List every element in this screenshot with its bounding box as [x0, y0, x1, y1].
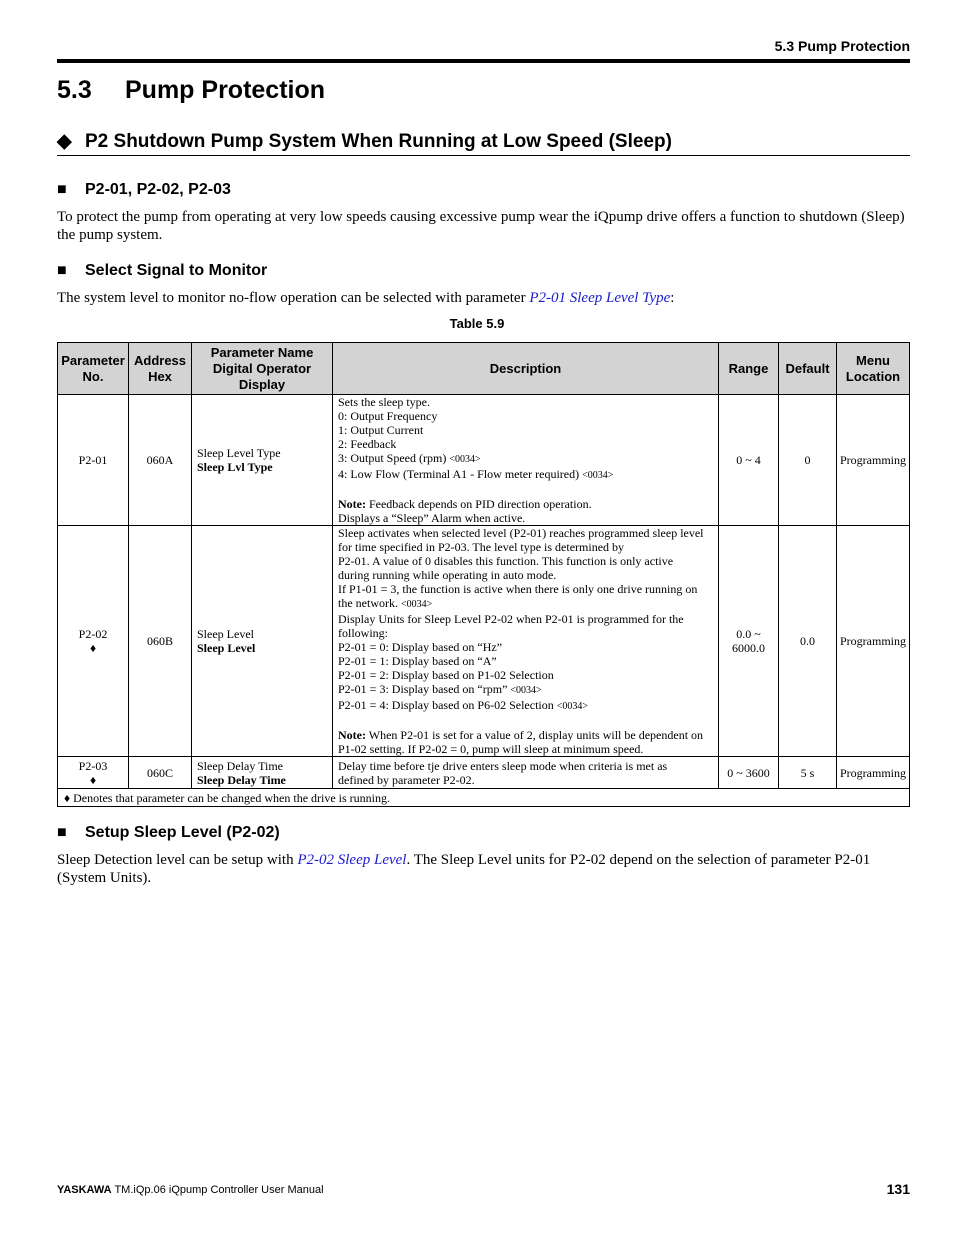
cell-menu: Programming [837, 526, 910, 757]
parameter-table [57, 342, 910, 807]
diamond-bullet-icon: ◆ [57, 131, 72, 152]
cell-name: Sleep Level Sleep Level [192, 526, 333, 757]
heading-setup-sleep-text: Setup Sleep Level (P2-02) [85, 824, 280, 841]
page-number: 131 [886, 1181, 910, 1197]
cell-param: P2-03 ♦ [58, 757, 129, 789]
subsection-title: P2 Shutdown Pump System When Running at Low Speed (Sleep) [85, 131, 672, 152]
col-header-default: Default [779, 343, 837, 395]
table-header-row [58, 343, 910, 395]
table-row [58, 395, 910, 526]
cell-range: 0 ~ 4 [719, 395, 779, 526]
col-header-range: Range [719, 343, 779, 395]
cell-param: P2-02 ♦ [58, 526, 129, 757]
cell-range: 0 ~ 3600 [719, 757, 779, 789]
table-caption: Table 5.9 [449, 316, 505, 331]
section-title [57, 76, 325, 105]
col-header-name: Parameter Name Digital Operator Display [192, 343, 333, 395]
table-footnote-row [58, 789, 910, 807]
setup-sleep-paragraph [57, 851, 910, 887]
square-bullet-icon: ■ [57, 181, 67, 198]
para-text: : [670, 290, 675, 306]
cell-range: 0.0 ~ 6000.0 [719, 526, 779, 757]
section-title-text: Pump Protection [125, 76, 326, 104]
cell-address: 060B [129, 526, 192, 757]
heading-setup-sleep [57, 824, 280, 842]
cell-name: Sleep Delay Time Sleep Delay Time [192, 757, 333, 789]
footer-title [57, 1184, 324, 1196]
square-bullet-icon: ■ [57, 262, 67, 279]
cell-param: P2-01 [58, 395, 129, 526]
table-footnote: ♦ Denotes that parameter can be changed when the drive is running. [58, 789, 910, 807]
col-header-description: Description [333, 343, 719, 395]
cell-default: 0 [779, 395, 837, 526]
col-header-address: Address Hex [129, 343, 192, 395]
subsection-heading [57, 130, 672, 153]
cell-description: Sleep activates when selected level (P2-01) reaches programmed sleep level for time specified in P2-03. The level type is determined by P2-01. A value of 0 disables this function. This function is only active during running while operating in auto mode. If P1-01 = 3, the function is active when there is only one drive running on the network. <0034> Display Units for Sleep Level P2-02 when P2-01 is programmed for the following: P2-01 = 0: Display based on “Hz” P2-01 = 1: Display based on “A” P2-01 = 2: Display based on P1-02 Selection P2-01 = 3: Display based on “rpm” <0034> P2-01 = 4: Display based on P6-02 Selection <0034> Note: When P2-01 is set for a value of 2, display units will be dependent on P1-02 setting. If P2-02 = 0, pump will sleep at minimum speed. [333, 526, 719, 757]
cell-menu: Programming [837, 757, 910, 789]
heading-params [57, 181, 231, 199]
col-header-menu: Menu Location [837, 343, 910, 395]
cell-name: Sleep Level Type Sleep Lvl Type [192, 395, 333, 526]
heading-select-signal-text: Select Signal to Monitor [85, 262, 268, 279]
section-number: 5.3 [57, 76, 92, 104]
cell-menu: Programming [837, 395, 910, 526]
heading-select-signal [57, 262, 267, 280]
footer-manual: TM.iQp.06 iQpump Controller User Manual [111, 1184, 324, 1196]
cell-description: Delay time before tje drive enters sleep mode when criteria is met as defined by parameter P2-02. [333, 757, 719, 789]
link-p2-02[interactable]: P2-02 Sleep Level [297, 852, 407, 868]
col-header-param-no: Parameter No. [58, 343, 129, 395]
cell-default: 5 s [779, 757, 837, 789]
table-row [58, 526, 910, 757]
header-rule [57, 59, 910, 63]
diamond-icon: ♦ [89, 641, 97, 655]
cell-address: 060A [129, 395, 192, 526]
heading-params-text: P2-01, P2-02, P2-03 [85, 181, 231, 198]
table-row [58, 757, 910, 789]
cell-default: 0.0 [779, 526, 837, 757]
subsection-rule [57, 155, 910, 156]
diamond-icon: ♦ [89, 772, 97, 787]
intro-paragraph: To protect the pump from operating at very low speeds causing excessive pump wear the iQpump drive offers a function to shutdown (Sleep) the pump system. [57, 209, 905, 243]
para-text: Sleep Detection level can be setup with [57, 852, 298, 868]
square-bullet-icon: ■ [57, 824, 67, 841]
select-signal-paragraph [57, 289, 910, 307]
cell-address: 060C [129, 757, 192, 789]
para-text: . The Sleep Level units for P2-02 depend on the selection of parameter P2-01 (System Units). [57, 852, 871, 886]
cell-description: Sets the sleep type. 0: Output Frequency 1: Output Current 2: Feedback 3: Output Speed (rpm) <0034> 4: Low Flow (Terminal A1 - Flow meter required) <0034> Note: Feedback depends on PID direction operation. Displays a “Sleep” Alarm when active. [333, 395, 719, 526]
link-p2-01[interactable]: P2-01 Sleep Level Type [529, 290, 671, 306]
running-head: 5.3 Pump Protection [774, 38, 910, 54]
footer-brand: YASKAWA [57, 1184, 112, 1196]
para-text: The system level to monitor no-flow operation can be selected with parameter [57, 290, 530, 306]
